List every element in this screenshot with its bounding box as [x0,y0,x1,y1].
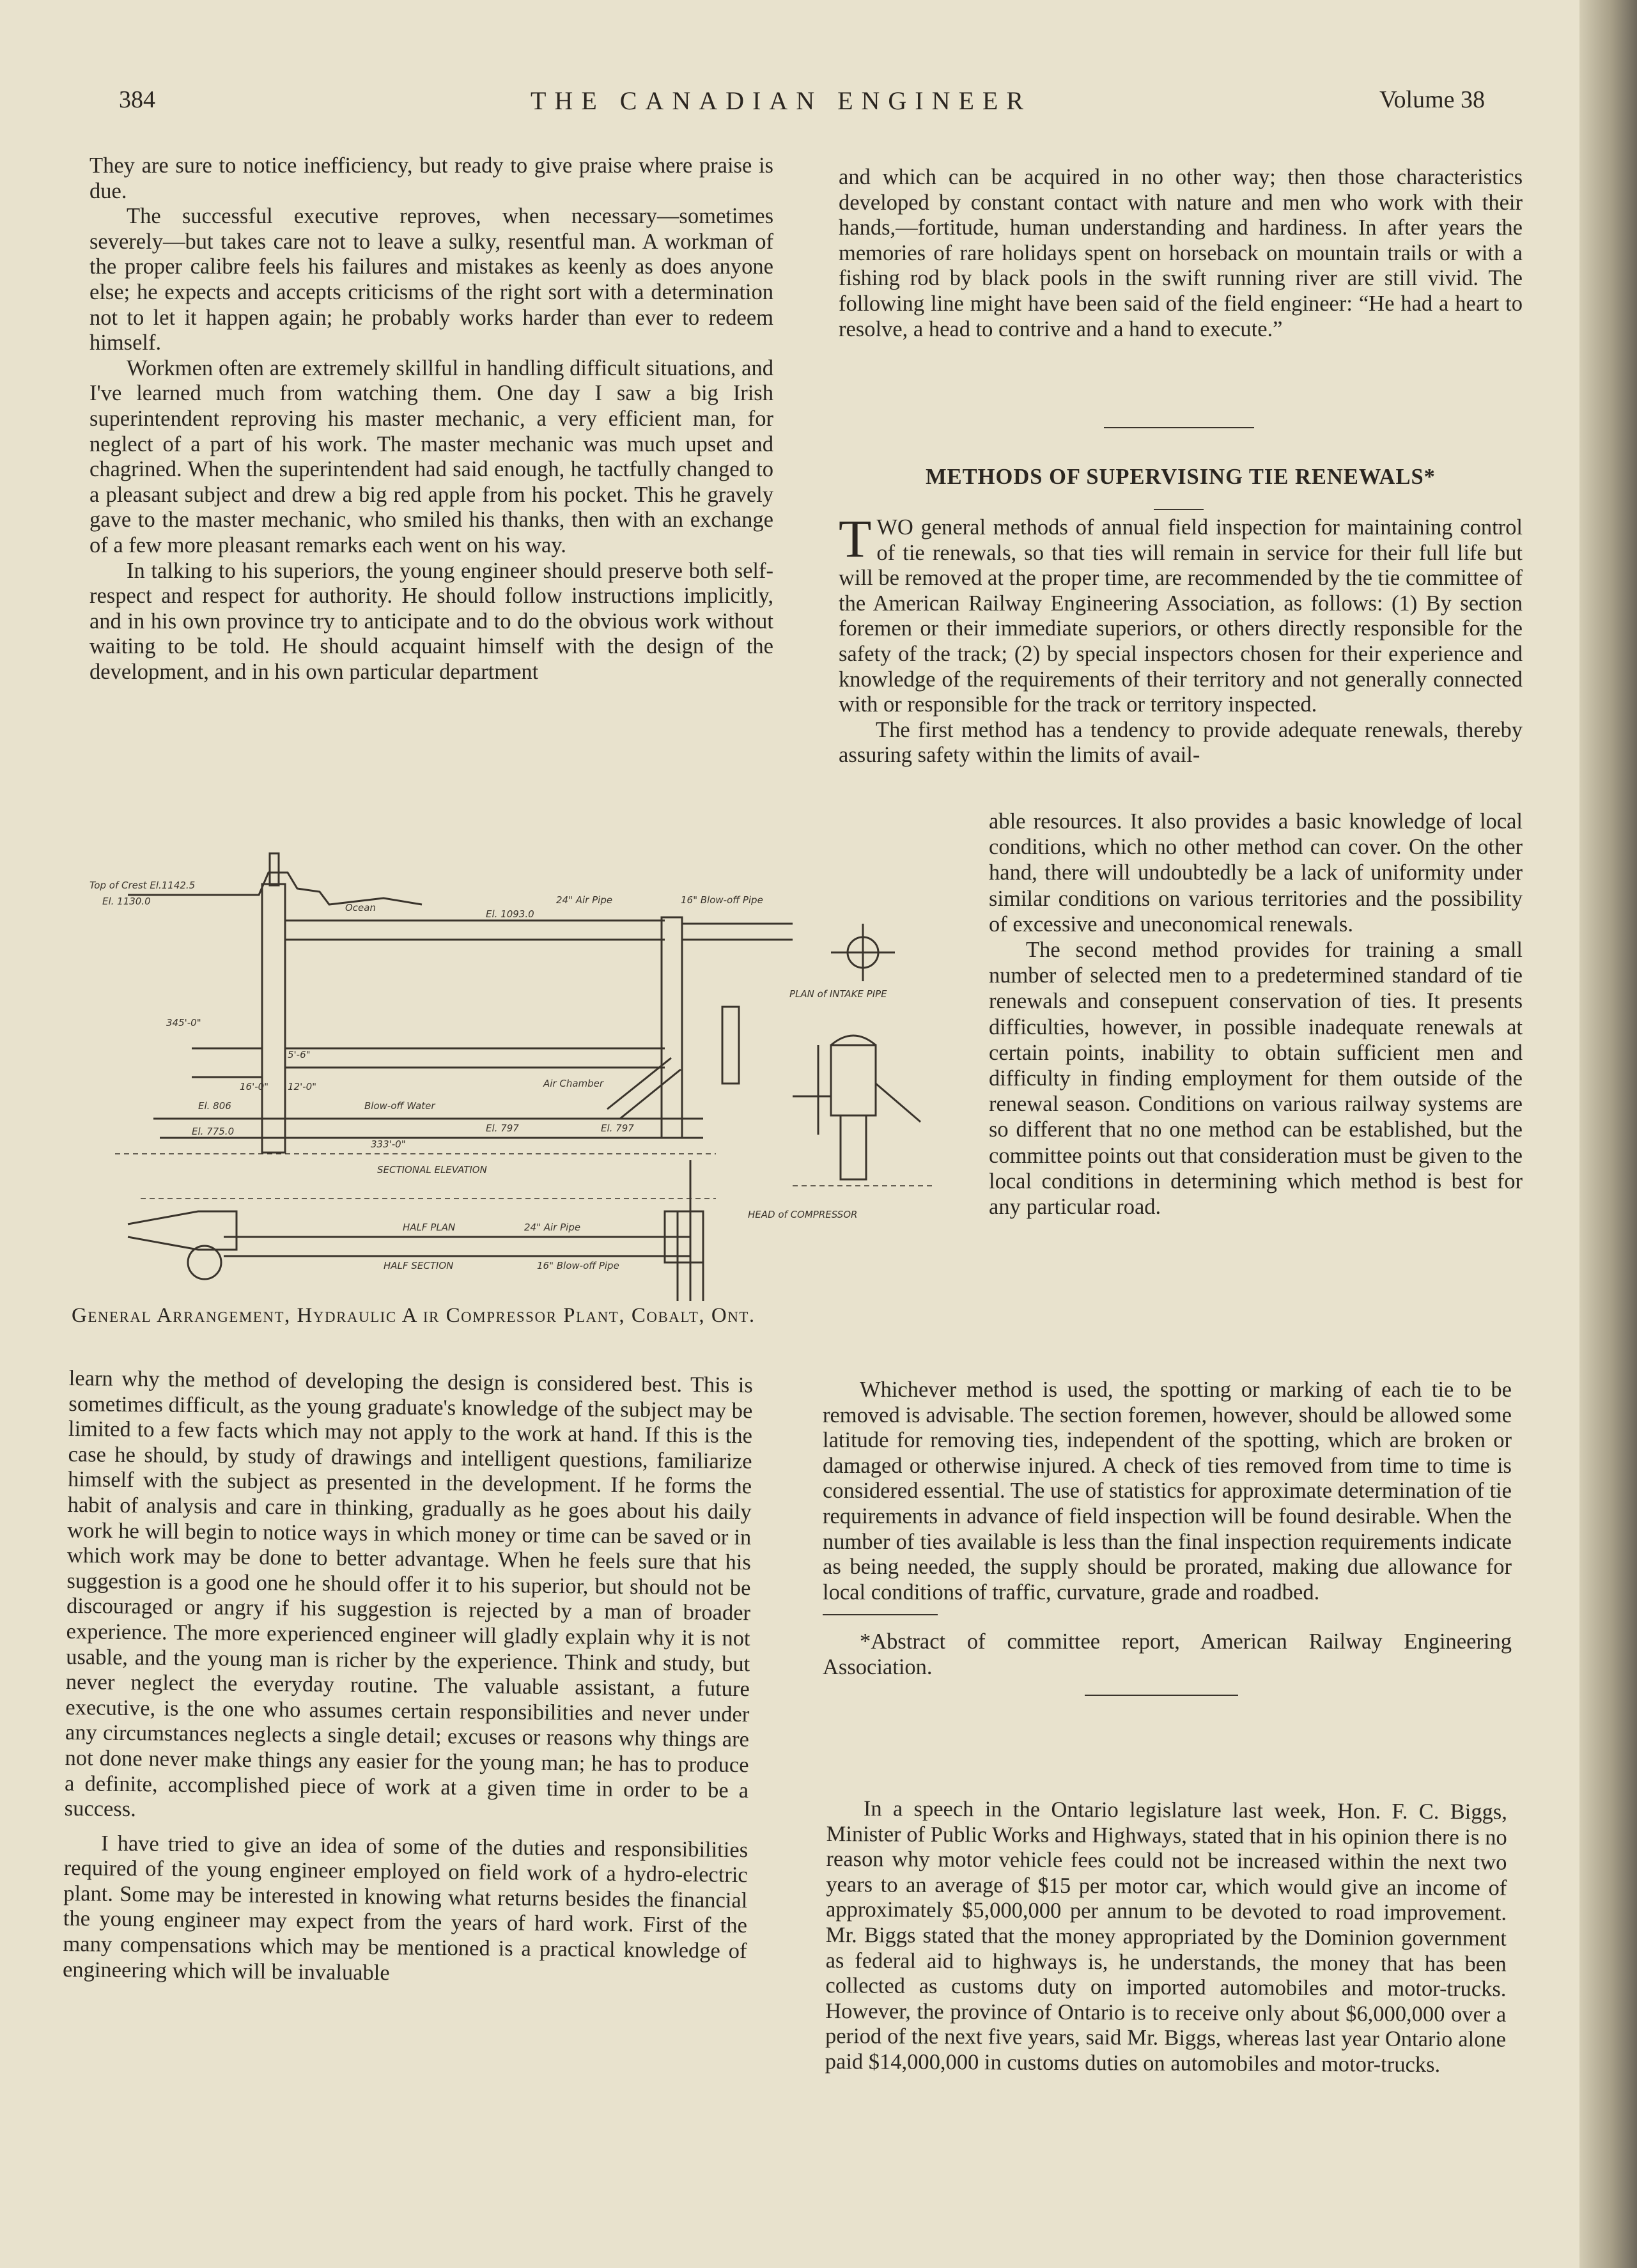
footnote-rule [823,1614,938,1615]
label-plan-intake: PLAN of INTAKE PIPE [789,988,887,1000]
label-air-pipe-2: 24" Air Pipe [524,1222,581,1233]
volume-label: Volume 38 [1379,86,1486,113]
footnote: *Abstract of committee report, American Railway Engineering Association. [823,1629,1512,1679]
half-section-pipe [188,1246,221,1279]
article-first-paragraph [839,509,1523,718]
news-item [825,1796,1507,2078]
paragraph: Whichever method is used, the spotting or marking of each tie to be removed is advisable. The section foremen, however, should be allowed some latitude for removing ties, independent of the spotting, which are broken or damaged or otherwise injured. A check of ties removed from time to time is considered essential. The use of statistics for approximate determination of tie requirements in advance of field inspection will be found desirable. When the number of ties available is less than the final inspection requirements indicate as being needed, the supply should be prorated, making due allowance for local conditions of traffic, curvature, grade and roadbed. [823,1378,1512,1604]
article-title: METHODS OF SUPERVISING TIE RENEWALS* [926,465,1436,489]
section-divider [1085,1695,1238,1696]
article-column-narrow [989,809,1523,1220]
right-column-top [839,165,1523,342]
label-dim-16: 16'-0" [240,1081,269,1092]
main-shaft [262,884,285,1153]
paragraph-text: WO general methods of annual field inspection for maintaining control of tie renewals, so that ties will remain in service for their full life but will be removed at the proper time, are recommended by the tie committee of the American Railway Engineering Association, as follows: (1) By section foremen or their immediate superiors, or others directly responsible for the safety of the track; (2) by special inspectors chosen for their experience and knowledge of the requirements of their territory and not generally connected with or responsible for the track or territory inspected. [839,515,1523,717]
label-dim-345: 345'-0" [166,1017,201,1029]
label-air-pipe: 24" Air Pipe [556,894,613,906]
label-dim-56: 5'-6" [288,1049,311,1060]
article-column-full [839,509,1523,768]
label-half-plan: HALF PLAN [403,1222,456,1233]
label-crest: Top of Crest El.1142.5 [89,880,196,891]
paragraph: and which can be acquired in no other way; then those characteristics developed by constant contact with nature and men who work with their hands,—fortitude, human understanding and hardiness. In after years the memories of rare holidays spent on horseback on mountain trails or with a fishing rod by black pools in the swift running river are still vivid. The following line might have been said of the field engineer: “He had a heart to resolve, a head to contrive and a hand to execute.” [839,165,1523,341]
paragraph: able resources. It also provides a basic knowledge of local conditions, which no other method can cover. On the other hand, there will undoubtedly be a lack of uniformity under similar conditions on various territories and the possibility of excessive and uneconomical renewals. [989,809,1523,936]
label-blowoff-water: Blow-off Water [364,1100,435,1112]
figure-caption: General Arrangement, Hydraulic A ir Compressor Plant, Cobalt, Ont. [72,1304,756,1327]
page-number: 384 [119,86,155,113]
label-air-chamber: Air Chamber [543,1078,604,1089]
left-column-bottom [63,1366,753,1989]
label-blowoff-pipe: 16" Blow-off Pipe [681,894,763,906]
label-ocean: Ocean [345,902,376,913]
title-rule [1154,509,1204,510]
label-head-compressor: HEAD of COMPRESSOR [748,1209,858,1220]
air-pipe-shaft [662,917,682,1138]
label-el1093: El. 1093.0 [486,908,534,920]
label-dim-333: 333'-0" [371,1138,406,1150]
half-plan-outline [128,1211,237,1250]
page-edge-shadow [1579,0,1637,2268]
label-el775: El. 775.0 [192,1126,235,1137]
paragraph: The successful executive reproves, when necessary—sometimes severely—but takes care not to leave a sulky, resentful man. A workman of the proper calibre feels his failures and mistakes as keenly as does anyone else; he expects and accepts criticisms of the right sort with a determination not to let it happen again; he probably works harder than ever to redeem himself. [89,204,773,355]
label-el797b: El. 797 [601,1122,634,1134]
paragraph: In a speech in the Ontario legislature last week, Hon. F. C. Biggs, Minister of Public Works and Highways, stated that in his opinion there is no reason why motor vehicle fees could not be increased within the next two years to an average of $15 per motor car, which would give an income of approximately $5,000,000 per annum to be devoted to road improvement. Mr. Biggs stated that the money appropriated by the Dominion government as federal aid to highways is, he understands, the money that has been collected as customs duty on imported automobiles and motor-trucks. However, the province of Ontario is to receive only about $6,000,000 over a period of the next five years, said Mr. Biggs, whereas last year Ontario alone paid $14,000,000 in customs duties on automobiles and motor-trucks. [825,1796,1507,2077]
paragraph: Workmen often are extremely skillful in handling difficult situations, and I've learned much from watching them. One day I saw a big Irish superintendent reproving his master mechanic, a very efficient man, for neglect of a part of his work. The master mechanic was much upset and chagrined. When the superintendent had said enough, he tactfully changed to a pleasant subject and drew a big red apple from his pocket. This he gravely gave to the master mechanic, who smiled his thanks, then with an exchange of a few more pleasant remarks each went on his way. [89,355,773,557]
label-sectional-elevation: SECTIONAL ELEVATION [377,1164,487,1176]
left-column-top [89,153,773,685]
compressor-head [831,1045,876,1115]
label-el806: El. 806 [198,1100,231,1112]
paragraph: The first method has a tendency to provide adequate renewals, thereby assuring safety within the limits of avail- [839,717,1523,768]
label-el797: El. 797 [486,1122,519,1134]
compressor-plant-diagram [77,828,972,1301]
label-blowoff-pipe-2: 16" Blow-off Pipe [537,1260,619,1271]
secondary-shaft [722,1007,739,1084]
article-column-lower [823,1378,1512,1696]
paragraph: In talking to his superiors, the young engineer should preserve both self-respect and respect for authority. He should follow instructions implicitly, and in his own province try to anticipate and to do the obvious work without waiting to be told. He should acquaint himself with the design of the development, and in his own particular department [89,558,773,684]
label-dim-12: 12'-0" [288,1081,317,1092]
section-divider [1104,427,1254,428]
shaft-head [270,853,279,885]
drop-cap: T [839,509,872,569]
running-head: THE CANADIAN ENGINEER [531,86,1032,115]
paragraph: The second method provides for training a small number of selected men to a predetermined standard of tie renewals and consepuent conservation of ties. It presents difficulties, however, in possible inadequate renewals at certain points, inability to obtain sufficient men and difficulty in finding employment for them outside of the renewal season. Conditions on various railway systems are so different that no one method can be established, but the committee points out that consideration must be given to the local conditions in determining which method is best for any particular road. [989,938,1523,1220]
label-el1130: El. 1130.0 [102,896,151,907]
label-half-section: HALF SECTION [384,1260,454,1271]
paragraph: learn why the method of developing the design is considered best. This is sometimes difficult, as the young graduate's knowledge of the subject may be limited to a few facts which may not apply to the work at hand. If this is the case he should, by study of drawings and intelligent questions, familiarize himself with the subject as presented in the development. If he forms the habit of analysis and care in thinking, gradually as he goes about his daily work he will begin to notice ways in which money or time can be saved or in which work may be done to better advantage. When he feels sure that his suggestion is a good one he should offer it to his superior, but should not be discouraged or angry if his suggestion is rejected by a man of broader experience. The more experienced engineer will gladly explain why it is not usable, and the young man is richer by the experience. Think and study, but never neglect the everyday routine. The valuable assistant, a future executive, is the one who assumes certain responsibilities and never under any circumstances neglects a single detail; excuses or reasons why things are not done never make things any easier for the young man; he has to produce a definite, accomplished piece of work at a given time in order to be a success. [64,1366,753,1822]
paragraph: I have tried to give an idea of some of the duties and responsibilities required of the young engineer employed on field work of a hydro-electric plant. Some may be interested in knowing what returns besides the financial the young engineer may expect from the years of hard work. First of the many compensations which may be mentioned is a practical knowledge of engineering which will be invaluable [62,1831,749,1985]
paragraph: They are sure to notice inefficiency, but ready to give praise where praise is due. [89,153,773,203]
engineering-drawing [77,828,972,1301]
